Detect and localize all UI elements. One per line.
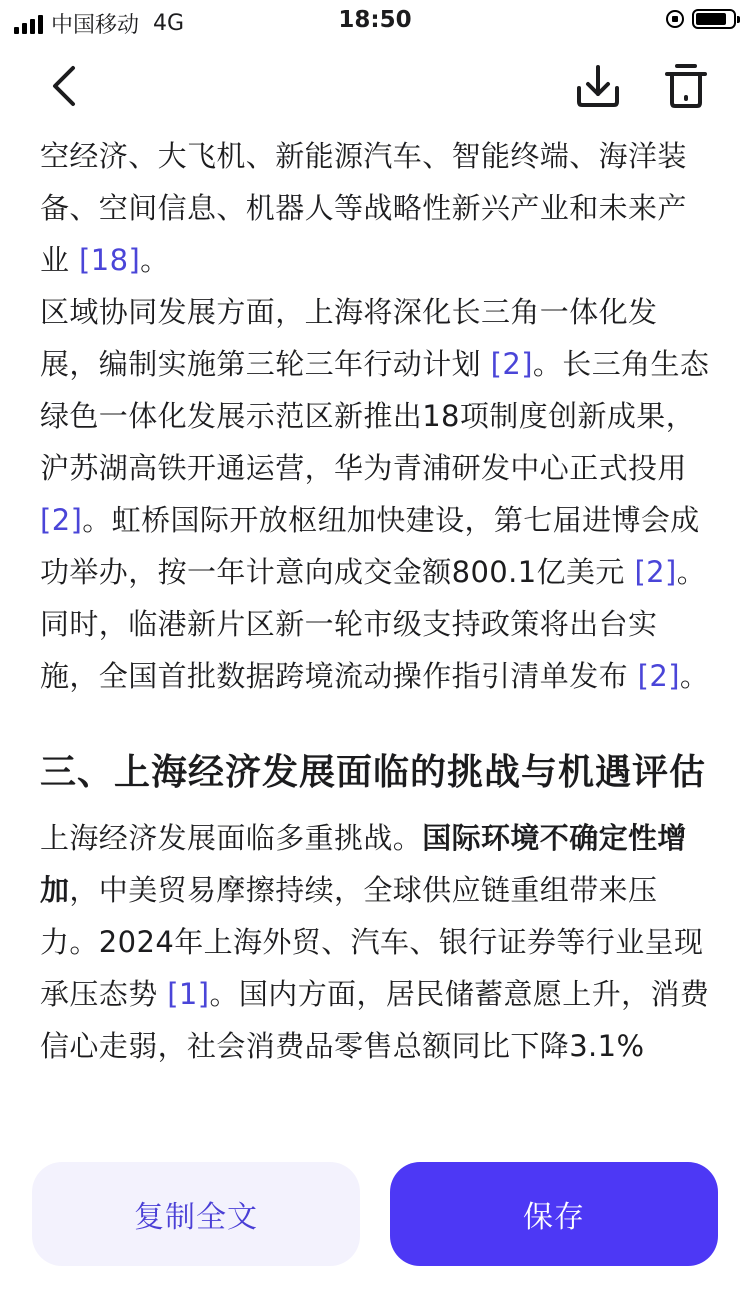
citation-link[interactable]: [2]: [40, 503, 83, 537]
copy-all-button[interactable]: 复制全文: [32, 1162, 360, 1266]
download-icon: [575, 64, 621, 108]
article-content[interactable]: [40, 130, 710, 1142]
paragraph-text: 。长三角生态绿色一体化发展示范区新推出18项制度创新成果，沪苏湖高铁开通运营，华为青浦研发中心正式投用: [40, 347, 710, 485]
paragraph-text: 。虹桥国际开放枢纽加快建设，第七届进博会成功举办，按一年计意向成交金额800.1亿美元: [40, 503, 700, 589]
delete-button[interactable]: [656, 58, 716, 114]
rotation-lock-icon: [666, 10, 684, 28]
status-bar: [0, 0, 750, 44]
save-button[interactable]: 保存: [390, 1162, 718, 1266]
back-button[interactable]: [36, 58, 92, 114]
citation-link[interactable]: [2]: [637, 659, 680, 693]
section-heading: 三、上海经济发展面临的挑战与机遇评估: [40, 752, 707, 793]
chevron-left-icon: [49, 64, 79, 108]
paragraph-text: 上海经济发展面临多重挑战。: [40, 821, 423, 855]
carrier-label: 中国移动: [51, 13, 140, 38]
paragraph-text: 。: [140, 243, 170, 277]
clock: 18:50: [338, 7, 412, 33]
nav-bar: [0, 44, 750, 128]
citation-link[interactable]: [2]: [490, 347, 533, 381]
citation-link[interactable]: [2]: [634, 555, 677, 589]
paragraph-text: 。同时，临港新片区新一轮市级支持政策将出台实施，全国首批数据跨境流动操作指引清单发布: [40, 555, 707, 693]
bold-text: 国际环境不确定性增加: [40, 821, 687, 907]
bottom-action-bar: [0, 1142, 750, 1294]
paragraph-text: ，中美贸易摩擦持续，全球供应链重组带来压力。2024年上海外贸、汽车、银行证券等行业呈现承压态势: [40, 873, 704, 1011]
citation-link[interactable]: [18]: [79, 243, 141, 277]
download-button[interactable]: [566, 58, 630, 114]
paragraph-text: 。: [679, 659, 710, 693]
status-right: [666, 9, 736, 29]
citation-link[interactable]: [1]: [167, 977, 210, 1011]
paragraph-challenges: [40, 812, 710, 1072]
network-label: 4G: [153, 11, 185, 36]
paragraph-text: 。国内方面，居民储蓄意愿上升，消费信心走弱，社会消费品零售总额同比下降3.1%: [40, 977, 710, 1063]
paragraph-industries: [40, 130, 710, 286]
paragraph-text: 空经济、大飞机、新能源汽车、智能终端、海洋装备、空间信息、机器人等战略性新兴产业和未来产业: [40, 139, 687, 277]
trash-icon: [665, 63, 707, 109]
paragraph-regional: [40, 286, 710, 702]
paragraph-text: 区域协同发展方面，上海将深化长三角一体化发展，编制实施第三轮三年行动计划: [40, 295, 658, 381]
battery-icon: [692, 9, 736, 29]
